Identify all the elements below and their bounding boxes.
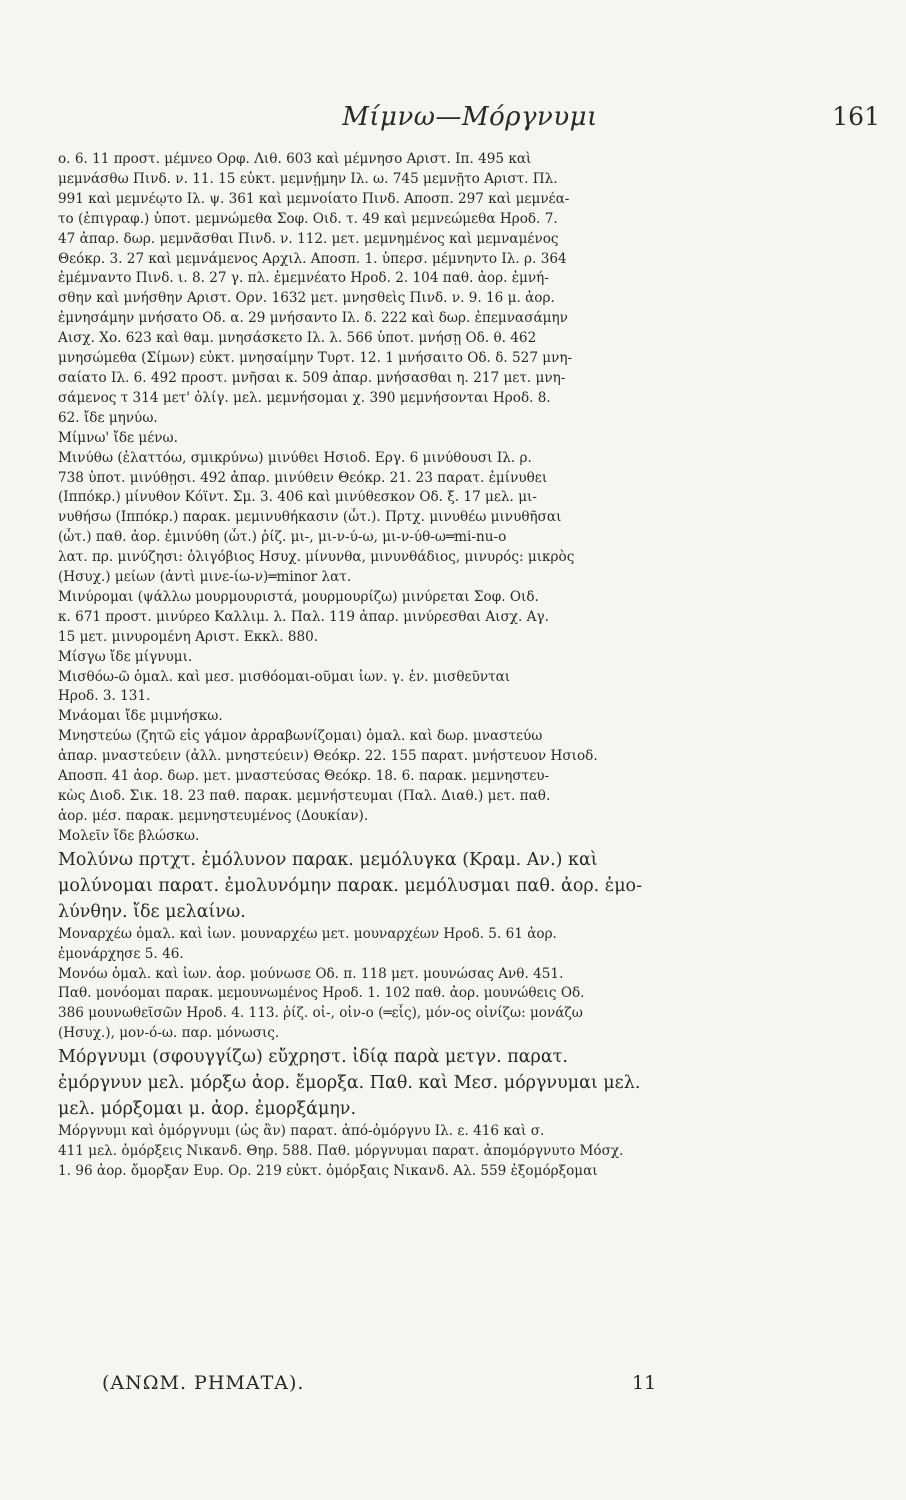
text-line: μολύνομαι παρατ. ἐμολυνόμην παρακ. μεμόλυσμαι παθ. ἀορ. ἐμο- bbox=[58, 875, 643, 896]
running-title: Μίμνω—Μόργνυμι bbox=[342, 102, 598, 132]
text-line: Μνάομαι ἴδε μιμνήσκω. bbox=[58, 708, 223, 725]
text-line: κ. 671 προστ. μινύρεο Καλλιμ. λ. Παλ. 119 ἀπαρ. μινύρεσθαι Αισχ. Αγ. bbox=[58, 608, 549, 625]
text-line: νυθήσω (Ιππόκρ.) παρακ. μεμινυθήκασιν (ὦτ.). Πρτχ. μινυθέω μινυθῆσαι bbox=[58, 509, 562, 526]
entry-molyno bbox=[58, 847, 884, 925]
page-footer bbox=[102, 1372, 702, 1402]
text-line: Μίμνω' ἴδε μένω. bbox=[58, 429, 178, 446]
text-line: λατ. πρ. μινύζησι: ὀλιγόβιος Ησυχ. μίνυνθα, μινυνθάδιος, μινυρός: μικρὸς bbox=[58, 549, 575, 566]
entry-monarcheo bbox=[58, 925, 884, 1044]
text-line: Μόργνυμι (σφουγγίζω) εὔχρηστ. ἰδίᾳ παρὰ μετγν. παρατ. bbox=[58, 1047, 568, 1068]
text-line: Μολύνω πρτχτ. ἐμόλυνον παρακ. μεμόλυγκα (Κραμ. Αν.) καὶ bbox=[58, 849, 598, 870]
text-line: Ηροδ. 3. 131. bbox=[58, 688, 151, 705]
text-line: Αισχ. Χο. 623 καὶ θαμ. μνησάσκετο Ιλ. λ. 566 ὑποτ. μνήσῃ Οδ. θ. 462 bbox=[58, 330, 537, 347]
signature-mark: (ΑΝΩΜ. ΡΗΜΑΤΑ). bbox=[102, 1372, 305, 1394]
text-line: ἐμνησάμην μνήσατο Οδ. α. 29 μνήσαντο Ιλ. δ. 222 καὶ δωρ. ἐπεμνασάμην bbox=[58, 310, 568, 327]
text-line: κὼς Διοδ. Σικ. 18. 23 παθ. παρακ. μεμνήστευμαι (Παλ. Διαθ.) μετ. παθ. bbox=[58, 788, 551, 804]
text-line: ἐμόργνυν μελ. μόρξω ἀορ. ἔμορξα. Παθ. καὶ Μεσ. μόργνυμαι μελ. bbox=[58, 1073, 641, 1094]
text-line: Αποσπ. 41 ἀορ. δωρ. μετ. μναστεύσας Θεόκρ. 18. 6. παρακ. μεμνηστευ- bbox=[58, 768, 550, 785]
page-number: 161 bbox=[832, 102, 880, 131]
text-line: Μινύρομαι (ψάλλω μουρμουριστά, μουρμουρίζω) μινύρεται Σοφ. Οιδ. bbox=[58, 588, 539, 605]
text-line: ἀπαρ. μναστεύειν (ἀλλ. μνηστεύειν) Θεόκρ. 22. 155 παρατ. μνήστευον Ησιοδ. bbox=[58, 748, 598, 765]
dictionary-body bbox=[58, 150, 884, 1182]
text-line: (Ησυχ.), μον-ό-ω. παρ. μόνωσις. bbox=[58, 1025, 280, 1042]
text-line: Μνηστεύω (ζητῶ εἰς γάμον ἀρραβωνίζομαι) ὁμαλ. καὶ δωρ. μναστεύω bbox=[58, 728, 543, 745]
text-line: ο. 6. 11 προστ. μέμνεο Ορφ. Λιθ. 603 καὶ μέμνησο Αριστ. Ιπ. 495 καὶ bbox=[58, 151, 532, 167]
text-line: Μόργνυμι καὶ ὀμόργνυμι (ὡς ἂν) παρατ. ἀπό-ὀμόργνυ Ιλ. ε. 416 καὶ σ. bbox=[58, 1123, 545, 1140]
text-line: Θεόκρ. 3. 27 καὶ μεμνάμενος Αρχιλ. Αποσπ. 1. ὑπερσ. μέμνηντο Ιλ. ρ. 364 bbox=[58, 250, 567, 267]
text-line: 738 ὑποτ. μινύθῃσι. 492 ἀπαρ. μινύθειν Θεόκρ. 21. 23 παρατ. ἐμίνυθει bbox=[58, 469, 548, 486]
text-line: 386 μουνωθεῖσῶν Ηροδ. 4. 113. ῥίζ. οἰ-, οἰν-ο (═εἷς), μόν-ος οἰνίζω: μονάζω bbox=[58, 1005, 583, 1022]
text-line: 62. ἴδε μηνύω. bbox=[58, 409, 158, 426]
text-line: σαίατο Ιλ. 6. 492 προστ. μνῆσαι κ. 509 ἀπαρ. μνήσασθαι η. 217 μετ. μνη- bbox=[58, 369, 566, 386]
text-line: ἀορ. μέσ. παρακ. μεμνηστευμένος (Δουκίαν). bbox=[58, 807, 369, 824]
text-line: (Ησυχ.) μείων (ἀντὶ μινε-ίω-ν)═minor λατ. bbox=[58, 569, 352, 586]
text-line: ἐμέμναντο Πινδ. ι. 8. 27 γ. πλ. ἐμεμνέατο Ηροδ. 2. 104 παθ. ἀορ. ἐμνή- bbox=[58, 270, 549, 287]
entry-morgnymi-cont bbox=[58, 1122, 884, 1182]
text-line: (ὦτ.) παθ. ἀορ. ἐμινύθη (ὦτ.) ῥίζ. μι-, μι-ν-ύ-ω, μι-ν-ύθ-ω═mi-nu-o bbox=[58, 529, 507, 546]
text-line: σθην καὶ μνήσθην Αριστ. Ορν. 1632 μετ. μνησθεὶς Πινδ. ν. 9. 16 μ. ἀορ. bbox=[58, 290, 555, 307]
text-line: (Ιππόκρ.) μίνυθον Κόϊντ. Σμ. 3. 406 καὶ μινύθεσκον Οδ. ξ. 17 μελ. μι- bbox=[58, 489, 537, 506]
text-line: Μινύθω (ἐλαττόω, σμικρύνω) μινύθει Ησιοδ. Εργ. 6 μινύθουσι Ιλ. ρ. bbox=[58, 449, 532, 466]
text-line: 991 καὶ μεμνέῳτο Ιλ. ψ. 361 καὶ μεμνοίατο Πινδ. Αποσπ. 297 καὶ μεμνέα- bbox=[58, 190, 570, 207]
entry-mimno-cont bbox=[58, 150, 884, 449]
text-line: το (ἐπιγραφ.) ὑποτ. μεμνώμεθα Σοφ. Οιδ. τ. 49 καὶ μεμνεώμεθα Ηροδ. 7. bbox=[58, 210, 558, 227]
entry-morgnymi bbox=[58, 1044, 884, 1122]
text-line: λύνθην. ἴδε μελαίνω. bbox=[58, 901, 246, 922]
text-line: Μονόω ὁμαλ. καὶ ἰων. ἀορ. μούνωσε Οδ. π. 118 μετ. μουνώσας Ανθ. 451. bbox=[58, 965, 564, 982]
text-line: μελ. μόρξομαι μ. ἀορ. ἐμορξάμην. bbox=[58, 1099, 357, 1120]
text-line: μνησώμεθα (Σίμων) εὐκτ. μνησαίμην Τυρτ. 12. 1 μνήσαιτο Οδ. δ. 527 μνη- bbox=[58, 350, 573, 367]
signature-number: 11 bbox=[632, 1372, 657, 1394]
text-line: 47 ἀπαρ. δωρ. μεμνᾶσθαι Πινδ. ν. 112. μετ. μεμνημένος καὶ μεμναμένος bbox=[58, 230, 559, 247]
text-line: 1. 96 ἀορ. ὄμορξαν Ευρ. Ορ. 219 εὐκτ. ὀμόρξαις Νικανδ. Αλ. 559 ἐξομόρξομαι bbox=[58, 1162, 598, 1179]
text-line: σάμενος τ 314 μετ' ὀλίγ. μελ. μεμνήσομαι χ. 390 μεμνήσονται Ηροδ. 8. bbox=[58, 389, 551, 406]
text-line: Μισθόω-ῶ ὁμαλ. καὶ μεσ. μισθόομαι-οῦμαι ἰων. γ. ἑν. μισθεῦνται bbox=[58, 668, 511, 685]
text-line: 15 μετ. μινυρομένη Αριστ. Εκκλ. 880. bbox=[58, 628, 319, 645]
text-line: μεμνάσθω Πινδ. ν. 11. 15 εὐκτ. μεμνῄμην Ιλ. ω. 745 μεμνῇτο Αριστ. Πλ. bbox=[58, 170, 558, 187]
entry-minytho bbox=[58, 449, 884, 847]
text-line: Μολεῖν ἴδε βλώσκω. bbox=[58, 827, 200, 844]
text-line: 411 μελ. ὀμόρξεις Νικανδ. Θηρ. 588. Παθ. μόργνυμαι παρατ. ἀπομόργνυτο Μόσχ. bbox=[58, 1143, 624, 1160]
text-line: Παθ. μονόομαι παρακ. μεμουνωμένος Ηροδ. 1. 102 παθ. ἀορ. μουνώθεις Οδ. bbox=[58, 985, 585, 1002]
page-header bbox=[60, 102, 880, 142]
text-line: Μοναρχέω ὁμαλ. καὶ ἰων. μουναρχέω μετ. μουναρχέων Ηροδ. 5. 61 ἀορ. bbox=[58, 925, 557, 942]
text-line: ἐμονάρχησε 5. 46. bbox=[58, 945, 184, 962]
text-line: Μίσγω ἴδε μίγνυμι. bbox=[58, 648, 193, 665]
